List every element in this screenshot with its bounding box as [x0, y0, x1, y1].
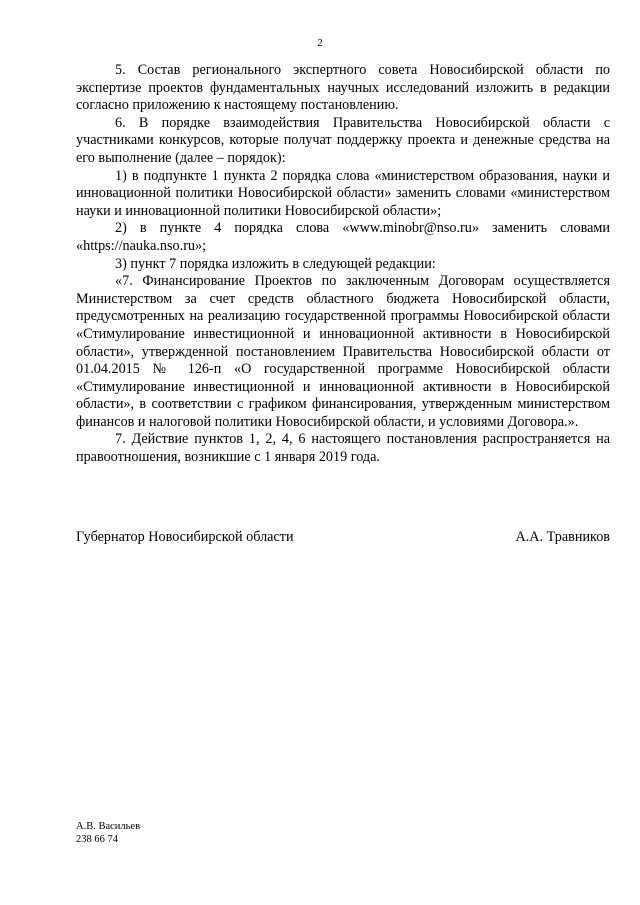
paragraph-6-sub-3: 3) пункт 7 порядка изложить в следующей редакции: — [115, 255, 436, 272]
executor-name: А.В. Васильев — [76, 821, 141, 832]
executor-phone: 238 66 74 — [76, 834, 118, 845]
signature-block — [76, 528, 610, 546]
signatory-name: А.А. Травников — [515, 529, 610, 545]
executor-info — [76, 820, 140, 846]
paragraph-5: 5. Состав регионального экспертного совета Новосибирской области по экспертизе проектов фундаментальных научных исследований изложить в редакции согласно приложению к настоящему постановлению. — [76, 62, 610, 114]
paragraph-6-sub-1: 1) в подпункте 1 пункта 2 порядка слова «министерством образования, науки и инновационной политики Новосибирской области» заменить словами «министерством науки и инновационной политики Новосибирской области»; — [76, 167, 610, 219]
paragraph-6-sub-2: 2) в пункте 4 порядка слова «www.minobr@nso.ru» заменить словами «https://nauka.nso.ru»; — [76, 220, 610, 254]
signatory-position: Губернатор Новосибирской области — [76, 529, 294, 545]
page-number: 2 — [317, 37, 323, 49]
document-body — [76, 62, 610, 467]
paragraph-quoted-7: «7. Финансирование Проектов по заключенным Договорам осуществляется Министерством за счет средств областного бюджета Новосибирской области, предусмотренных на реализацию государственной программы Новосибирской области «Стимулирование инвестиционной и инновационной активности в Новосибирской области», утвержденной постановлением Правительства Новосибирской области от 01.04.2015 № 126-п «О государственной программе Новосибирской области «Стимулирование инвестиционной и инновационной активности в Новосибирской области», в соответствии с графиком финансирования, утвержденным министерством финансов и налоговой политики Новосибирской области, и условиями Договора.». — [76, 273, 610, 430]
paragraph-7: 7. Действие пунктов 1, 2, 4, 6 настоящего постановления распространяется на правоотношения, возникшие с 1 января 2019 года. — [76, 431, 610, 466]
paragraph-6: 6. В порядке взаимодействия Правительства Новосибирской области с участниками конкурсов, которые получат поддержку проекта и денежные средства на его выполнение (далее – порядок): — [76, 114, 610, 166]
